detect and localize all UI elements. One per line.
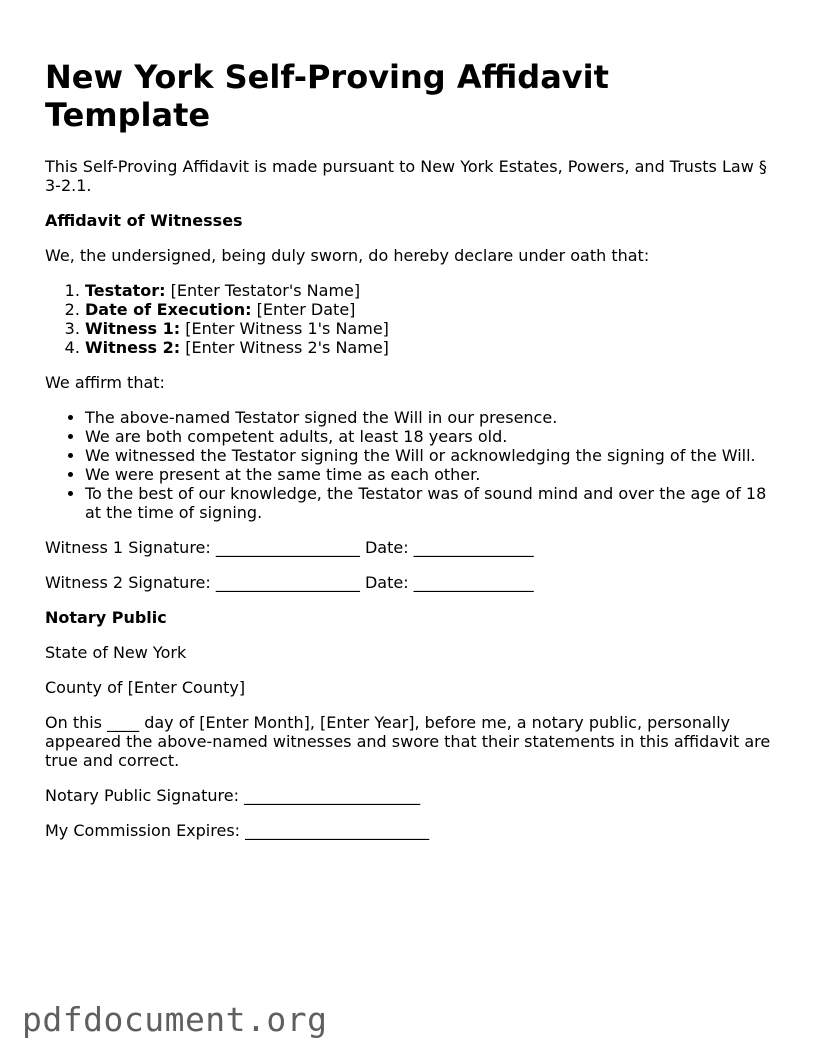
detail-item-witness-1 [85,319,780,338]
detail-label: Witness 2: [85,338,181,357]
county-line: County of [Enter County] [45,678,246,697]
intro-paragraph: This Self-Proving Affidavit is made pursuant to New York Estates, Powers, and Trusts Law § 3-2.1. [45,157,767,195]
detail-label: Date of Execution: [85,300,252,319]
affirm-intro: We affirm that: [45,373,165,392]
notary-signature-line: Notary Public Signature: ______________________ [45,786,421,805]
affirmation-item: • The above-named Testator signed the Will in our presence. [85,408,780,427]
affirmation-item: • We witnessed the Testator signing the Will or acknowledging the signing of the Will. [85,446,780,465]
watermark-text: pdfdocument.org [22,1000,328,1039]
affirmation-item: • We are both competent adults, at least 18 years old. [85,427,780,446]
detail-item-witness-2 [85,338,780,357]
detail-value: [Enter Date] [251,300,356,319]
detail-item-testator [85,281,780,300]
witness-section-heading: Affidavit of Witnesses [45,211,243,230]
document-title: New York Self-Proving Affidavit Template [45,58,609,134]
document-page [45,58,780,856]
affirmation-item: • We were present at the same time as each other. [85,465,780,484]
notary-section-heading: Notary Public [45,608,167,627]
details-list [45,281,780,357]
detail-label: Testator: [85,281,166,300]
witness-1-signature-line: Witness 1 Signature: __________________ Date: _______________ [45,538,534,557]
state-line: State of New York [45,643,187,662]
detail-value: [Enter Testator's Name] [165,281,361,300]
detail-label: Witness 1: [85,319,181,338]
detail-item-date-of-execution [85,300,780,319]
notary-statement: On this ____ day of [Enter Month], [Enter Year], before me, a notary public, personally appeared the above-named witnesses and swore that their statements in this affidavit are true and correct. [45,713,771,770]
detail-value: [Enter Witness 1's Name] [180,319,389,338]
commission-expires-line: My Commission Expires: _______________________ [45,821,430,840]
witness-2-signature-line: Witness 2 Signature: __________________ Date: _______________ [45,573,534,592]
detail-value: [Enter Witness 2's Name] [180,338,389,357]
declaration-paragraph: We, the undersigned, being duly sworn, do hereby declare under oath that: [45,246,650,265]
affirmations-list [45,408,780,522]
affirmation-item: • To the best of our knowledge, the Testator was of sound mind and over the age of 18 at the time of signing. [85,484,780,522]
